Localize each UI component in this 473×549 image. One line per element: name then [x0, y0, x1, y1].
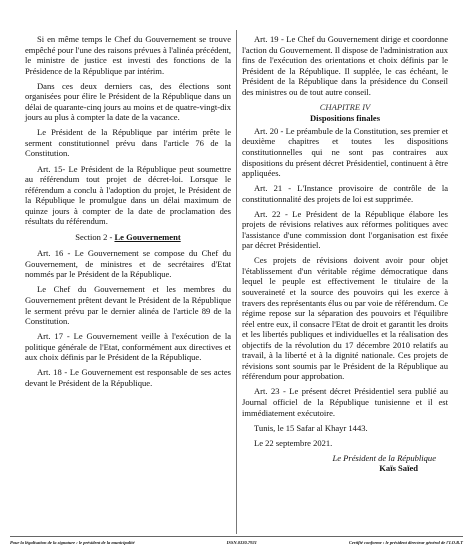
article-21: Art. 21 - L'Instance provisoire de contrôle de la constitutionnalité des projets de loi est supprimée.	[242, 183, 448, 204]
section-heading	[25, 232, 231, 243]
footer-right: Certifié conforme : le président directeur général de l'I.O.R.T	[348, 540, 463, 545]
chapter-heading: CHAPITRE IV	[319, 101, 371, 112]
place-date: Tunis, le 15 Safar al Khayr 1443.	[254, 422, 368, 433]
article-22: Art. 22 - Le Président de la République élabore les projets de révisions relatives aux réformes politiques avec l'assistance d'une commission dont l'organisation est fixée par décret Présidentiel.	[242, 208, 448, 251]
article-18: Art. 18 - Le Gouvernement est responsable de ses actes devant le Président de la République.	[25, 367, 231, 388]
signatory-role: Le Président de la République	[332, 452, 436, 463]
article-17: Art. 17 - Le Gouvernement veille à l'exécution de la politique générale de l'Etat, conformément aux directives et aux choix définis par le Président de la République.	[25, 331, 231, 363]
article-19: Art. 19 - Le Chef du Gouvernement dirige et coordonne l'action du Gouvernement. Il dispose de l'administration aux fins de l'exécution des orientations et choix définis par le Président de la République. Il supplée, le cas échéant, le Président de la République dans la présidence du Conseil des ministres ou de tout autre conseil.	[242, 34, 448, 97]
article-15: Art. 15- Le Président de la République peut soumettre au référendum tout projet de décret-loi. Lorsque le référendum a conclu à l'adoption du projet, le Président de la République le promulgue dans un délai maximum de quinze jours à compter de la date de proclamation des résultats du référendum.	[25, 163, 231, 227]
date: Le 22 septembre 2021.	[254, 437, 333, 448]
left-column	[25, 34, 231, 393]
signatory-name: Kaïs Saïed	[379, 463, 418, 474]
paragraph: Le Président de la République par intérim prête le serment constitutionnel prévu dans l'article 76 de la Constitution.	[25, 127, 231, 159]
footer-divider	[10, 536, 463, 537]
right-column	[242, 34, 448, 474]
page-footer	[10, 540, 463, 545]
article-23: Art. 23 - Le présent décret Présidentiel sera publié au Journal officiel de la République tunisienne et il est immédiatement exécutoire.	[242, 386, 448, 418]
column-divider	[236, 30, 237, 534]
article-20: Art. 20 - Le préambule de la Constitution, ses premier et deuxième chapitres et toutes les dispositions constitutionnelles qui ne sont pas contraires aux dispositions du présent décret Présidentiel, continuent à être appliquées.	[242, 125, 448, 179]
section-title: Le Gouvernement	[114, 231, 181, 242]
section-prefix: Section 2 -	[75, 231, 115, 242]
paragraph: Le Chef du Gouvernement et les membres du Gouvernement prêtent devant le Président de la République le serment prévu par le dernier alinéa de l'article 89 de la Constitution.	[25, 284, 231, 327]
paragraph: Ces projets de révisions doivent avoir pour objet l'établissement d'un véritable régime démocratique dans lequel le peuple est effectivement le titulaire de la souveraineté et la source des pouvoirs qui les exerce à travers des représentants élus ou par voie de référendum. Ce régime repose sur la séparation des pouvoirs et l'équilibre réel entre eux, il consacre l'Etat de droit et garantit les droits et les libertés publiques et individuelles et la réalisation des objectifs de la révolution du 17 décembre 2010 relatifs au travail, à la liberté et à la dignité nationale. Ces projets de révisions sont soumis par le Président de la République au référendum pour approbation.	[242, 255, 448, 382]
paragraph: Si en même temps le Chef du Gouvernement se trouve empêché pour l'une des raisons prévues à l'alinéa précédent, le ministre de justice est investi des fonctions de la Présidence de la République par intérim.	[25, 34, 231, 76]
chapter-title: Dispositions finales	[309, 113, 381, 124]
footer-left: Pour la légalisation de la signature : le président de la municipalité	[10, 540, 135, 545]
article-16: Art. 16 - Le Gouvernement se compose du Chef du Gouvernement, de ministres et de secrétaires d'Etat nommés par le Président de la République.	[25, 248, 231, 280]
paragraph: Dans ces deux derniers cas, des élections sont organisées pour élire le Président de la République dans un délai de quarante-cinq jours au moins et de quatre-vingt-dix jours au plus à compter la date de la vacance.	[25, 80, 231, 123]
footer-issn: ISSN.0330.7921	[226, 540, 257, 545]
